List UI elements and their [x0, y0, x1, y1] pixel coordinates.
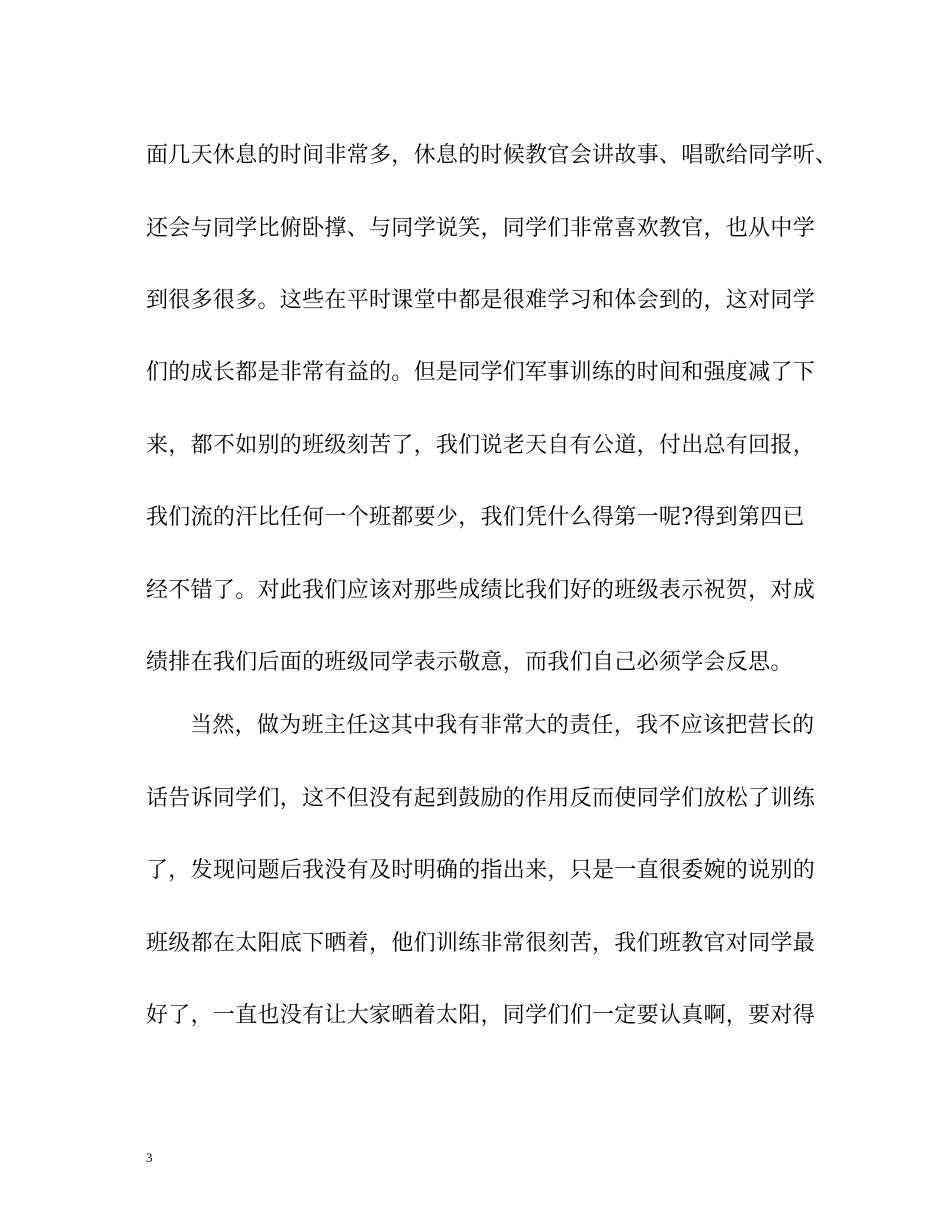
text-line: 来，都不如别的班级刻苦了，我们说老天自有公道，付出总有回报， [146, 433, 816, 458]
text-line: 经不错了。对此我们应该对那些成绩比我们好的班级表示祝贺，对成 [146, 578, 816, 603]
text-line: 面几天休息的时间非常多，休息的时候教官会讲故事、唱歌给同学听、 [146, 143, 838, 168]
text-line: 还会与同学比俯卧撑、与同学说笑，同学们非常喜欢教官，也从中学 [146, 216, 816, 241]
text-line: 绩排在我们后面的班级同学表示敬意，而我们自己必须学会反思。 [146, 650, 793, 675]
text-line: 了，发现问题后我没有及时明确的指出来，只是一直很委婉的说别的 [146, 858, 816, 883]
text-line: 班级都在太阳底下晒着，他们训练非常很刻苦，我们班教官对同学最 [146, 931, 816, 956]
text-line: 我们流的汗比任何一个班都要少，我们凭什么得第一呢?得到第四已 [146, 505, 805, 530]
text-line: 到很多很多。这些在平时课堂中都是很难学习和体会到的，这对同学 [146, 288, 816, 313]
text-line: 话告诉同学们，这不但没有起到鼓励的作用反而使同学们放松了训练 [146, 786, 816, 811]
text-line: 们的成长都是非常有益的。但是同学们军事训练的时间和强度减了下 [146, 360, 816, 385]
page-number: 3 [146, 1150, 153, 1165]
text-line: 好了，一直也没有让大家晒着太阳，同学们们一定要认真啊，要对得 [146, 1003, 816, 1028]
paragraph-first-line: 当然，做为班主任这其中我有非常大的责任，我不应该把营长的 [190, 713, 815, 738]
